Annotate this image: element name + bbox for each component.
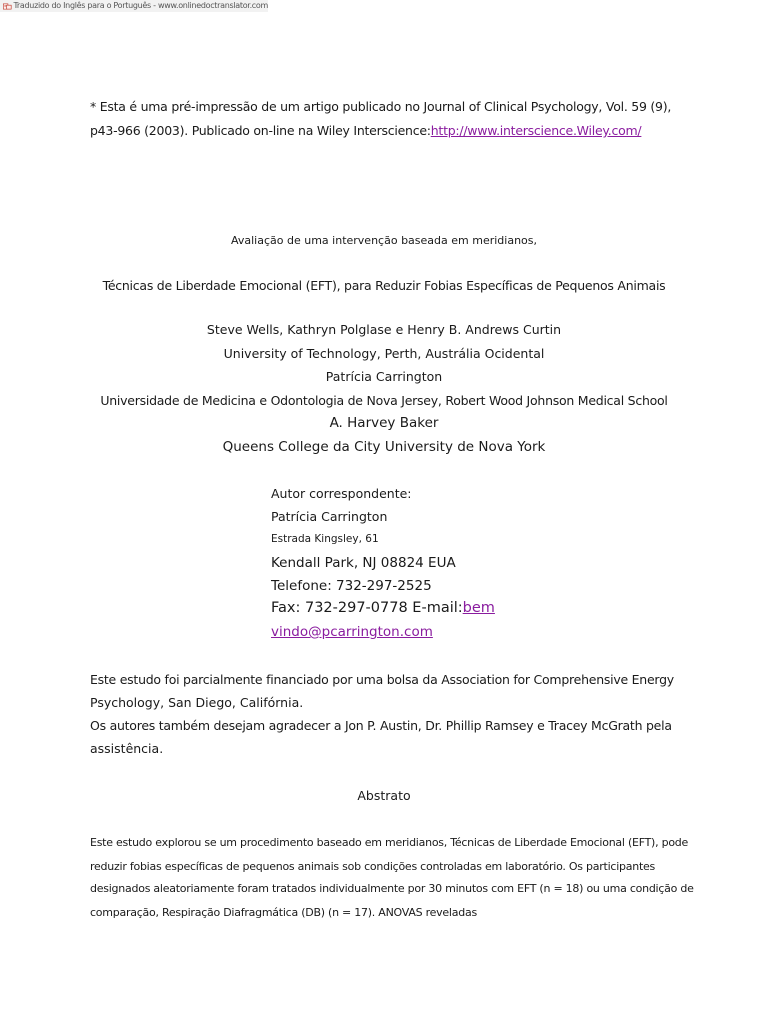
affiliation-line-1: University of Technology, Perth, Austrália Ocidental	[223, 346, 545, 361]
acknowledgement-line-1: Os autores também desejam agradecer a Jon P. Austin, Dr. Phillip Ramsey e Tracey McGrath pela	[90, 718, 672, 733]
document-translate-icon	[3, 2, 12, 11]
email-link-part-1[interactable]: bem	[462, 600, 495, 616]
correspondence-heading: Autor correspondente:	[271, 486, 412, 501]
abstract-line: designados aleatoriamente foram tratados individualmente por 30 minutos com EFT (n = 18) ou uma condição de	[90, 882, 694, 895]
acknowledgement-line-2: assistência.	[90, 741, 164, 756]
title-line-2: Técnicas de Liberdade Emocional (EFT), para Reduzir Fobias Específicas de Pequenos Animais	[102, 278, 666, 293]
title-line-1: Avaliação de uma intervenção baseada em meridianos,	[231, 234, 537, 247]
correspondence-fax-email	[271, 600, 495, 616]
funding-line-1: Este estudo foi parcialmente financiado por uma bolsa da Association for Comprehensive Energy	[90, 672, 674, 687]
translator-banner-text: Traduzido do Inglês para o Português - www.onlinedoctranslator.com	[13, 1, 268, 10]
translator-banner	[0, 0, 268, 12]
correspondence-name: Patrícia Carrington	[271, 509, 388, 524]
author-name-baker: A. Harvey Baker	[329, 415, 439, 431]
abstract-line: Este estudo explorou se um procedimento baseado em meridianos, Técnicas de Liberdade Emocional (EFT), pode	[90, 836, 689, 849]
affiliation-line-2: Universidade de Medicina e Odontologia de Nova Jersey, Robert Wood Johnson Medical School	[100, 393, 668, 408]
preprint-note-text: p43-966 (2003). Publicado on-line na Wiley Interscience:	[90, 123, 431, 138]
funding-line-2: Psychology, San Diego, Califórnia.	[90, 695, 304, 710]
abstract-line: reduzir fobias específicas de pequenos animais sob condições controladas em laboratório. Os participantes	[90, 860, 655, 873]
author-name-carrington: Patrícia Carrington	[325, 369, 443, 384]
publisher-link[interactable]: http://www.interscience.Wiley.com/	[430, 123, 642, 138]
abstract-heading: Abstrato	[357, 788, 411, 803]
correspondence-phone: Telefone: 732-297-2525	[271, 578, 432, 594]
fax-label: Fax: 732-297-0778 E-mail:	[271, 600, 463, 616]
correspondence-city: Kendall Park, NJ 08824 EUA	[271, 555, 456, 571]
email-link-part-2[interactable]: vindo@pcarrington.com	[271, 624, 433, 640]
affiliation-line-3: Queens College da City University de Nova York	[222, 439, 546, 455]
preprint-note-line-2	[90, 123, 641, 138]
email-line-2	[271, 624, 433, 640]
correspondence-street: Estrada Kingsley, 61	[271, 533, 379, 545]
abstract-line: comparação, Respiração Diafragmática (DB) (n = 17). ANOVAS reveladas	[90, 906, 477, 919]
authors-line-1: Steve Wells, Kathryn Polglase e Henry B. Andrews Curtin	[206, 322, 562, 337]
preprint-note-line-1: * Esta é uma pré-impressão de um artigo publicado no Journal of Clinical Psychology, Vol. 59 (9),	[90, 99, 672, 114]
